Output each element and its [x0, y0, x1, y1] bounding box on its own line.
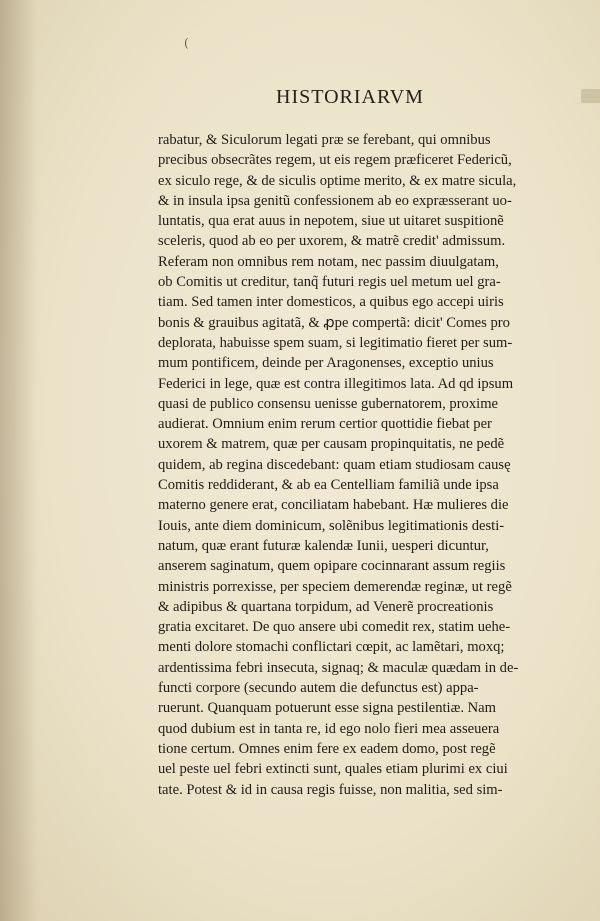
text-line: quidem, ab regina discedebant: quam etiam studiosam causę	[158, 456, 511, 473]
text-block	[158, 130, 543, 800]
text-line: tione certum. Omnes enim fere ex eadem domo, post regẽ	[158, 740, 496, 757]
text-line: Iouis, ante diem dominicum, solẽnibus legitimationis desti-	[158, 517, 505, 534]
text-line: Federici in lege, quæ est contra illegitimos lata. Ad qd ipsum	[158, 375, 514, 392]
text-line: materno genere erat, conciliatam habebant. Hæ mulieres die	[158, 497, 509, 514]
text-line: bonis & grauibus agitatã, & ꝓpe compertã: dicit' Comes pro	[158, 314, 510, 331]
running-head: HISTORIARVM	[276, 86, 424, 108]
text-line: rabatur, & Siculorum legati præ se ferebant, qui omnibus	[158, 132, 491, 148]
text-line: precibus obsecrãtes regem, ut eis regem præficeret Federicũ,	[158, 152, 512, 169]
text-line: uxorem & matrem, quæ per causam propinquitatis, ne pedẽ	[158, 436, 505, 453]
text-line: natum, quæ erant futuræ kalendæ Iunii, uesperi dicuntur,	[158, 537, 489, 554]
gutter-shadow	[0, 0, 38, 921]
text-line: Referam non omnibus rem notam, nec passim diuulgatam,	[158, 253, 499, 270]
text-line: quasi de publico consensu uenisse gubernatorem, proxime	[158, 395, 499, 412]
text-line: luntatis, qua erat auus in nepotem, siue ut uitaret suspitionẽ	[158, 213, 504, 230]
text-line: sceleris, quod ab eo per uxorem, & matrẽ credit' admissum.	[158, 233, 506, 250]
text-line: menti dolore stomachi conflictari cœpit, ac lamẽtari, moxq;	[158, 639, 505, 656]
text-line: audierat. Omnium enim rerum certior quottidie fiebat per	[158, 416, 492, 433]
text-line: uel peste uel febri extincti sunt, quales etiam plurimi ex ciui	[158, 761, 508, 778]
text-line: ministris porrexisse, per speciem demerendæ reginæ, ut regẽ	[158, 578, 512, 595]
text-line: gratia excitaret. De quo ansere ubi comedit rex, statim uehe-	[158, 619, 511, 636]
text-line: tate. Potest & id in causa regis fuisse, non malitia, sed sim-	[158, 781, 503, 798]
text-line: anserem saginatum, quem opipare cocinnarant assum regiis	[158, 558, 506, 575]
page-mark: (	[184, 36, 189, 50]
text-line: ruerunt. Quanquam potuerunt esse signa pestilentiæ. Nam	[158, 700, 497, 717]
text-line: deplorata, habuisse spem suam, si legitimatio fieret per sum-	[158, 334, 513, 351]
text-line: ob Comitis ut creditur, tanq̃ futuri regis uel metum uel gra-	[158, 274, 501, 291]
text-line: & in insula ipsa genitũ confessionem ab eo expræsserant uo-	[158, 192, 512, 209]
text-line: ardentissima febri insecuta, signaq; & maculæ quædam in de-	[158, 659, 519, 676]
text-line: tiam. Sed tamen inter domesticos, a quibus ego accepi uiris	[158, 294, 504, 311]
adjacent-page-edge	[581, 89, 600, 103]
text-line: & adipibus & quartana torpidum, ad Venerẽ procreationis	[158, 598, 494, 615]
text-line: Comitis reddiderant, & ab ea Centelliam familiã unde ipsa	[158, 477, 499, 494]
text-line: ex siculo rege, & de siculis optime merito, & ex matre sicula,	[158, 172, 517, 189]
text-line: mum pontificem, deinde per Aragonenses, exceptio unius	[158, 355, 494, 372]
text-line: quod dubium est in tanta re, id ego nolo fieri mea asseuera	[158, 720, 500, 737]
text-line: functi corpore (secundo autem die defunctus est) appa-	[158, 680, 479, 697]
